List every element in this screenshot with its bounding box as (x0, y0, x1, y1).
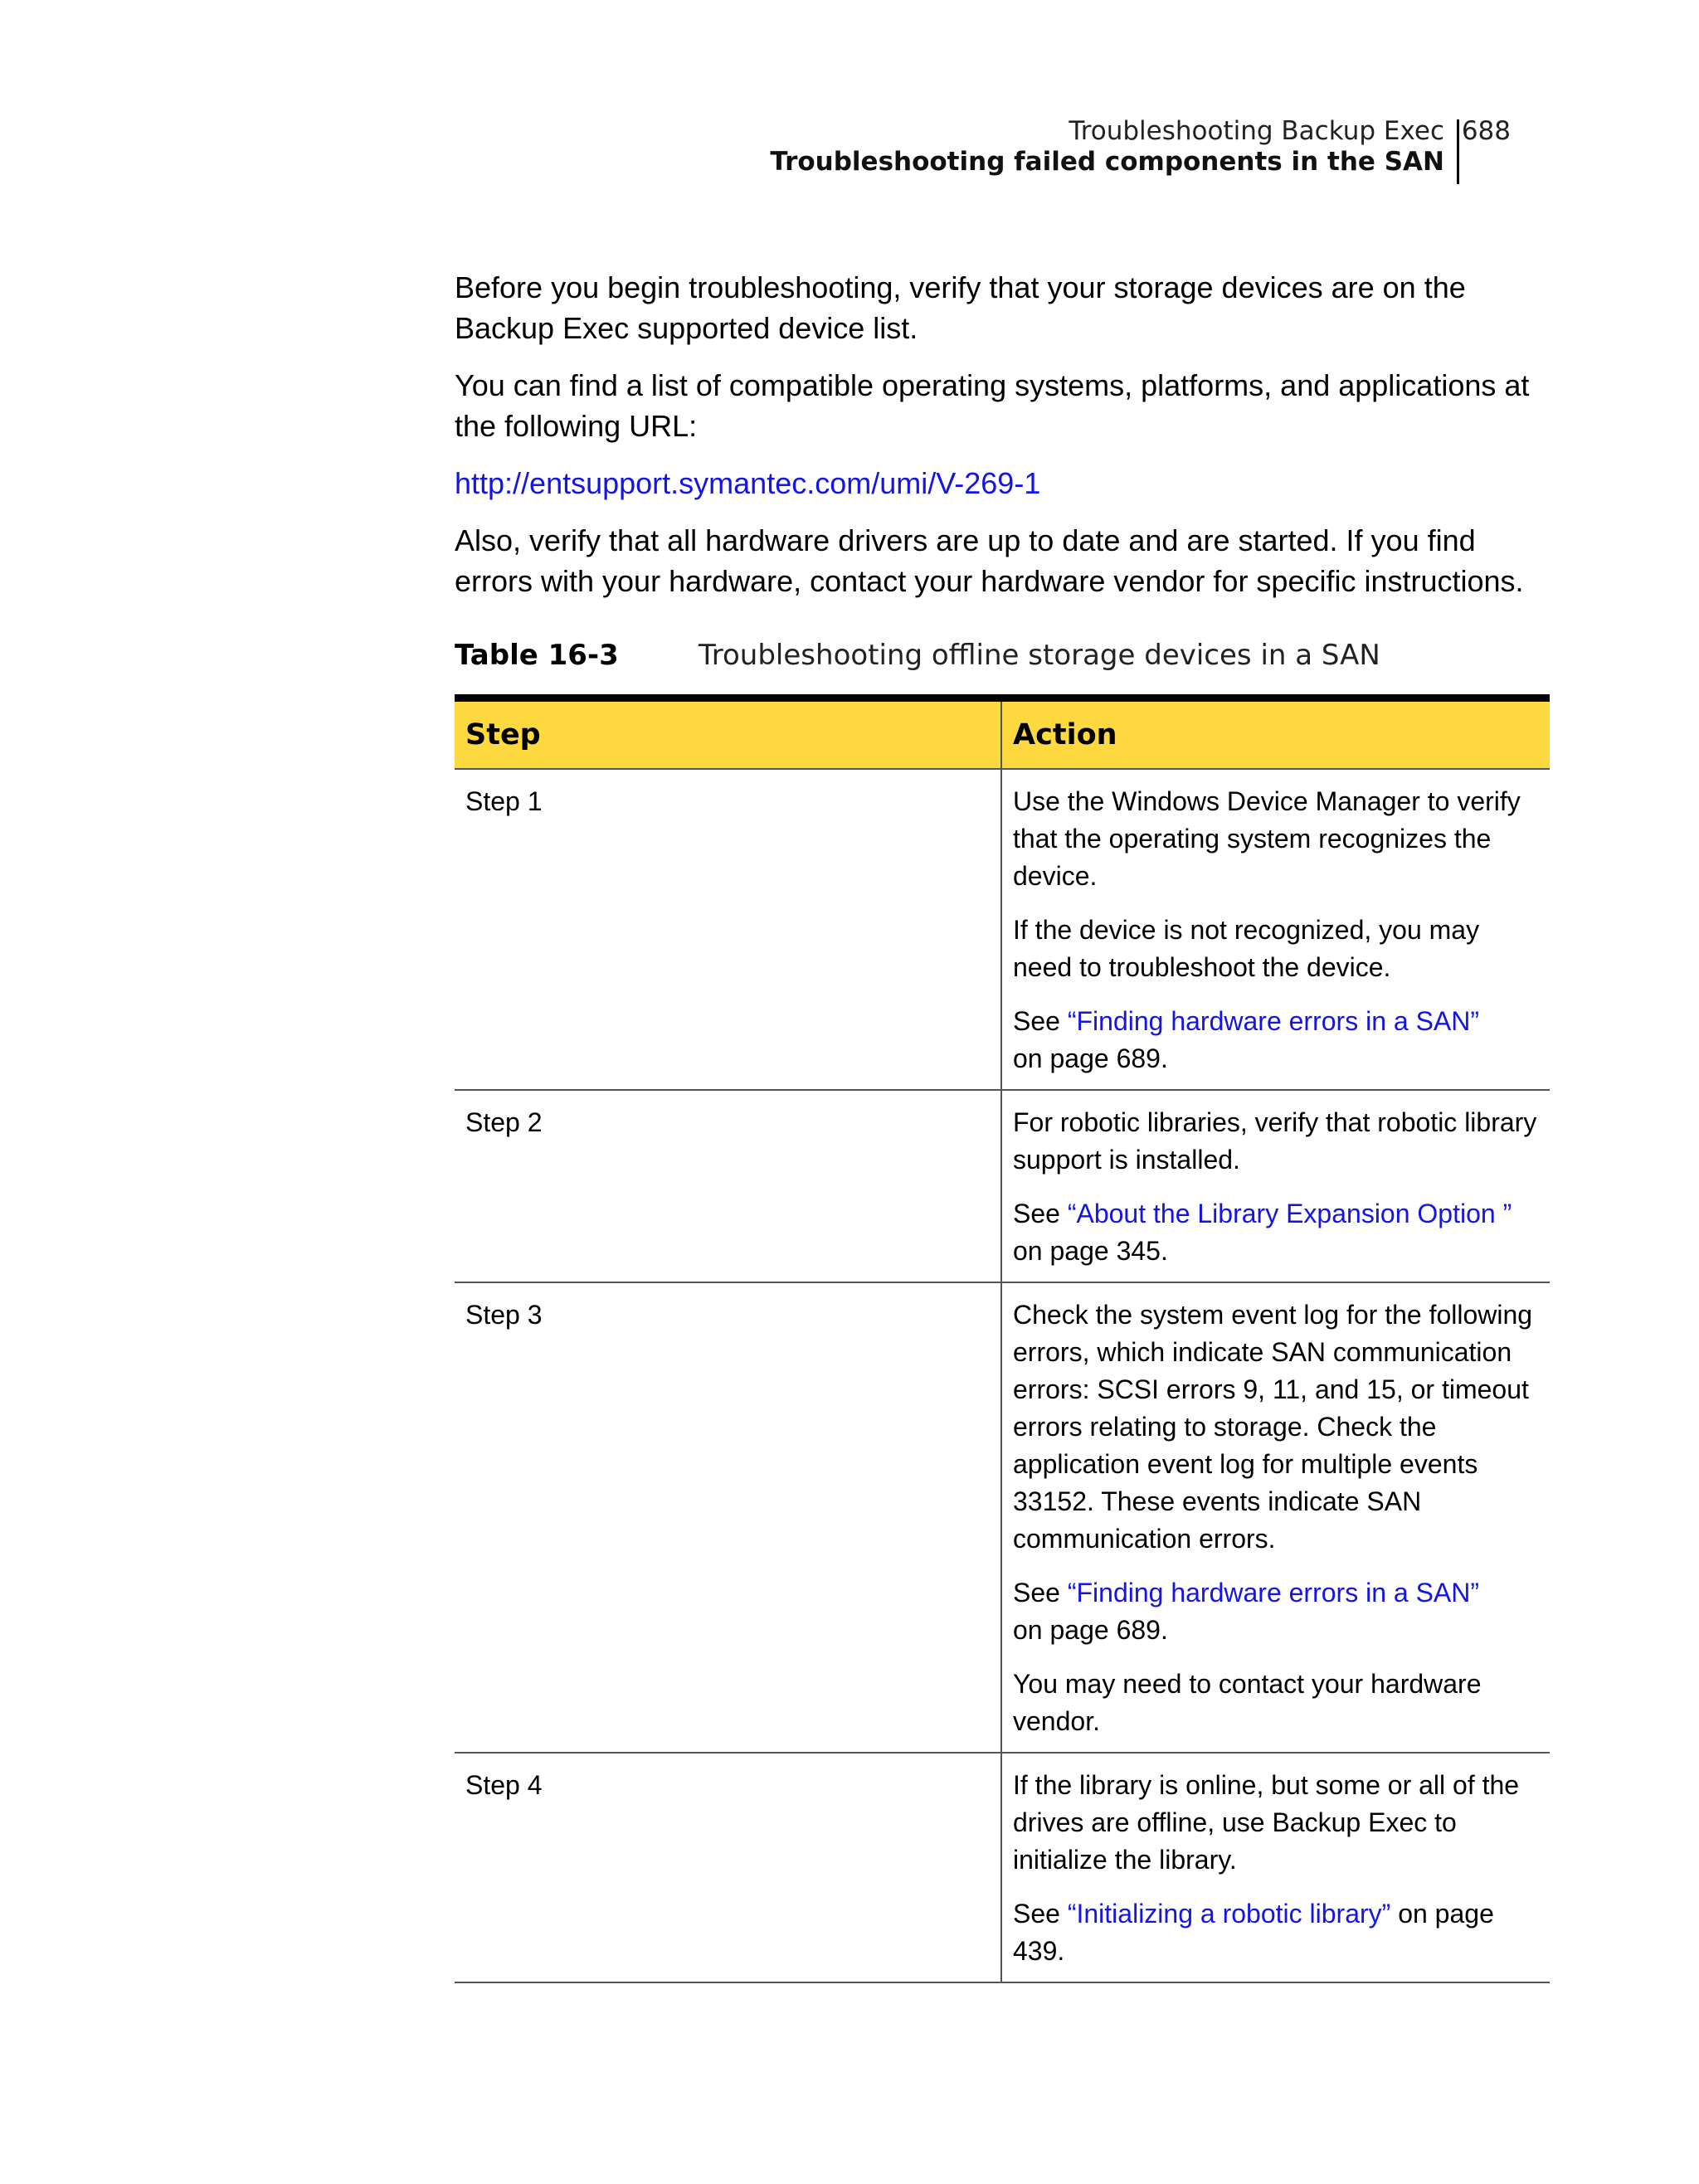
see-text: See (1013, 1199, 1068, 1228)
intro-paragraph-3: Also, verify that all hardware drivers are up to date and are started. If you find errors with your hardware, contact your hardware vendor for specific instructions. (455, 523, 1524, 598)
intro-paragraph-2: You can find a list of compatible operating systems, platforms, and applications at the following URL: (455, 368, 1530, 443)
cross-reference (1013, 1574, 1539, 1649)
action-text: If the device is not recognized, you may need to troubleshoot the device. (1013, 915, 1480, 982)
support-url-paragraph (455, 463, 1550, 503)
header-chapter-title: Troubleshooting Backup Exec (1069, 116, 1444, 146)
step-cell: Step 2 (455, 1090, 1001, 1282)
page-reference: on page 345. (1013, 1236, 1168, 1266)
cross-reference-link[interactable]: “Finding hardware errors in a SAN” (1067, 1006, 1480, 1036)
page-number: 688 (1461, 116, 1511, 146)
cross-reference-link[interactable]: “Finding hardware errors in a SAN” (1067, 1578, 1480, 1608)
action-text: If the library is online, but some or all of the drives are offline, use Backup Exec to initialize the library. (1013, 1770, 1520, 1875)
table-row (455, 769, 1550, 1090)
action-cell (1001, 769, 1550, 1090)
action-cell (1001, 1753, 1550, 1982)
action-text: Check the system event log for the following errors, which indicate SAN communication errors: SCSI errors 9, 11, and 15, or timeout errors relating to storage. Check the application event log for multiple events 33152. These events indicate SAN communication errors. (1013, 1300, 1533, 1554)
step-cell: Step 1 (455, 769, 1001, 1090)
header-text (770, 116, 1444, 178)
action-text: You may need to contact your hardware vendor. (1013, 1669, 1482, 1736)
table-caption-label: Table 16-3 (455, 639, 619, 672)
action-text: Use the Windows Device Manager to verify that the operating system recognizes the device. (1013, 786, 1521, 891)
see-text: See (1013, 1899, 1068, 1929)
table-row (455, 1753, 1550, 1982)
cross-reference-link[interactable]: “About the Library Expansion Option ” (1067, 1199, 1512, 1228)
action-text: For robotic libraries, verify that robotic library support is installed. (1013, 1107, 1537, 1175)
action-cell (1001, 1090, 1550, 1282)
page-reference: on page 689. (1013, 1043, 1168, 1073)
page-reference: on page 689. (1013, 1615, 1168, 1645)
page-reference: on page 439. (1013, 1899, 1494, 1966)
cross-reference-link[interactable]: “Initializing a robotic library” (1067, 1899, 1391, 1929)
header-section-title: Troubleshooting failed components in the SAN (770, 147, 1444, 177)
table-caption-title: Troubleshooting offline storage devices in a SAN (699, 639, 1380, 672)
page-content (455, 267, 1550, 1983)
header-action: Action (1001, 698, 1550, 770)
table-caption (455, 635, 1550, 676)
step-cell: Step 3 (455, 1282, 1001, 1753)
step-cell: Step 4 (455, 1753, 1001, 1982)
header-step: Step (455, 698, 1001, 770)
intro-paragraph-1: Before you begin troubleshooting, verify that your storage devices are on the Backup Exec supported device list. (455, 270, 1466, 345)
table-header-row (455, 698, 1550, 770)
troubleshooting-table (455, 694, 1550, 1983)
action-cell (1001, 1282, 1550, 1753)
see-text: See (1013, 1006, 1068, 1036)
cross-reference (1013, 1895, 1539, 1970)
cross-reference (1013, 1195, 1539, 1270)
support-url-link[interactable]: http://entsupport.symantec.com/umi/V-269-1 (455, 466, 1041, 500)
table-row (455, 1090, 1550, 1282)
see-text: See (1013, 1578, 1068, 1608)
cross-reference (1013, 1003, 1539, 1077)
header-divider (1457, 119, 1459, 184)
table-row (455, 1282, 1550, 1753)
running-header (0, 116, 1602, 184)
